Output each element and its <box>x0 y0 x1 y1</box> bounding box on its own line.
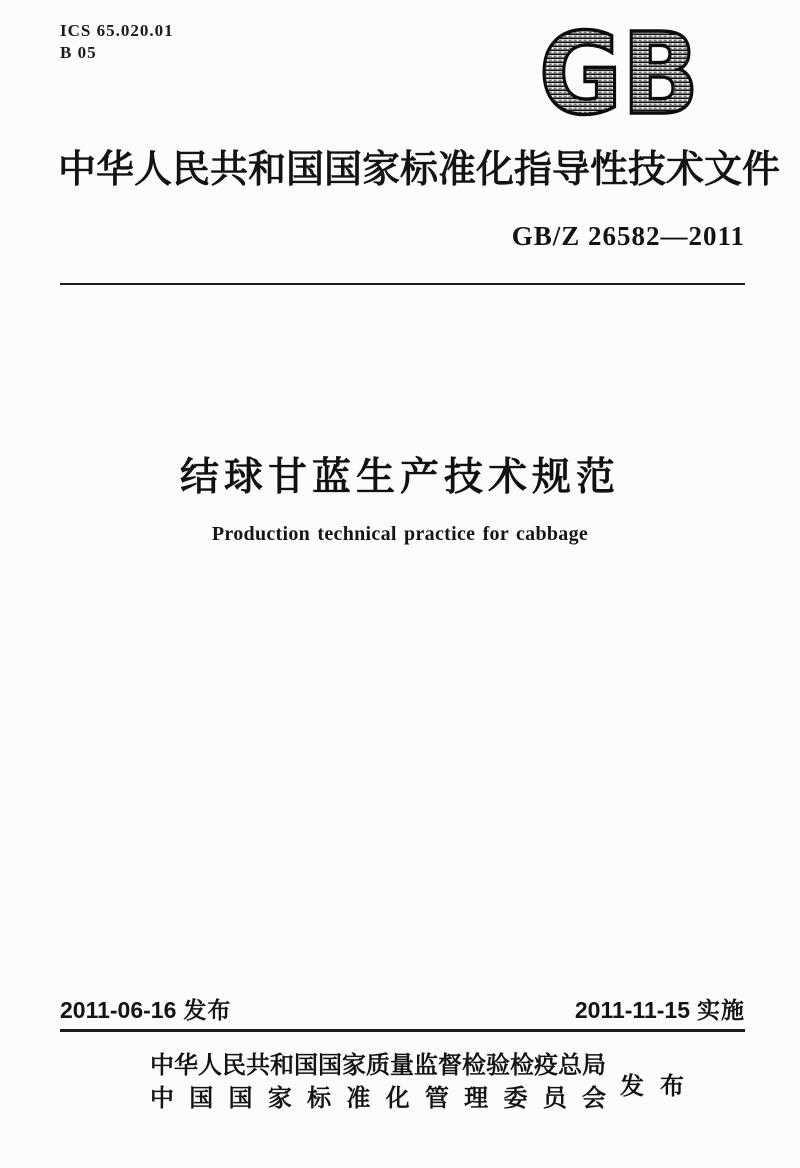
issuer-block <box>150 1050 700 1116</box>
gb-logo <box>533 25 703 119</box>
issue-date-value: 2011-06-16 <box>60 997 177 1023</box>
implementation-date-value: 2011-11-15 <box>574 997 690 1023</box>
issuer-line-1: 中华人民共和国国家质量监督检验检疫总局 <box>150 1053 606 1079</box>
ics-classification: B 05 <box>60 43 97 62</box>
issuer-names <box>150 1050 606 1116</box>
document-title-en: Production technical practice for cabbage <box>211 523 589 545</box>
issuer-line-2: 中国国家标准化管理委员会 <box>150 1086 606 1112</box>
header-rule <box>60 283 745 285</box>
footer-rule <box>60 1029 745 1032</box>
ics-code: ICS 65.020.01 <box>60 21 174 40</box>
document-class-title: 中华人民共和国国家标准化指导性技术文件 <box>58 149 781 191</box>
gb-logo-text: GB <box>539 25 699 119</box>
implementation-date-label: 实施 <box>697 997 745 1023</box>
implementation-date <box>575 997 745 1024</box>
issue-date-label: 发布 <box>183 997 232 1023</box>
date-row <box>60 997 745 1024</box>
publish-label: 发布 <box>620 1073 700 1100</box>
ics-block <box>60 20 174 64</box>
document-title-zh: 结球甘蓝生产技术规范 <box>179 455 620 500</box>
issue-date <box>60 997 231 1024</box>
standard-number: GB/Z 26582—2011 <box>511 221 745 251</box>
